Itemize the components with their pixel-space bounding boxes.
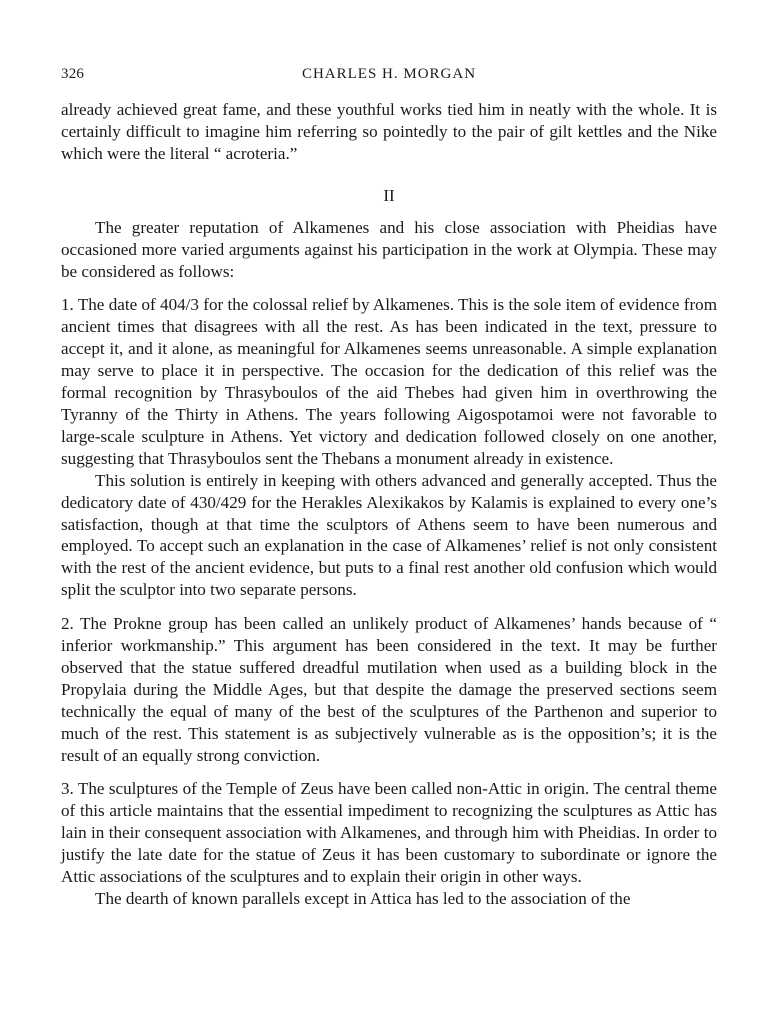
running-title: CHARLES H. MORGAN [301,66,477,82]
running-head [61,62,717,88]
item-1-paragraph: 1. The date of 404/3 for the colossal relief by Alkamenes. This is the sole item of evidence from ancient times that disagrees with all the rest. As has been indicated in the text, pressure to accept it, and it alone, as meaningful for Alkamenes seems unreasonable. A simple explanation may serve to place it in perspective. The occasion for the dedication of this relief was the formal recognition by Thrasyboulos of the aid Thebes had given him in overthrowing the Tyranny of the Thirty in Athens. The years following Aigospotamoi were not favorable to large-scale sculpture in Athens. Yet victory and dedication followed closely on one another, suggesting that Thrasyboulos sent the Thebans a monument already in existence. [61,295,717,468]
page-number: 326 [61,66,85,82]
item-2-paragraph: 2. The Prokne group has been called an unlikely product of Alkamenes’ hands because of “ inferior workmanship.” This argument has been considered in the text. It may be further observed that the statue suffered dreadful mutilation when used as a building block in the Propylaia during the Middle Ages, but that despite the damage the preserved sections seem technically the equal of many of the best of the sculptures of the Parthenon and superior to much of the rest. This statement is as subjectively vulnerable as is the opposition’s; it is the result of an equally strong conviction. [61,614,717,765]
item-3-continuation-paragraph: The dearth of known parallels except in Attica has led to the association of the [95,889,631,908]
page [61,62,717,910]
item-3-paragraph: 3. The sculptures of the Temple of Zeus have been called non-Attic in origin. The central theme of this article maintains that the essential impediment to recognizing the sculptures as Attic has lain in their consequent association with Alkamenes, and through him with Pheidias. In order to justify the late date for the statue of Zeus it has been customary to subordinate or ignore the Attic associations of the sculptures and to explain their origin in other ways. [61,779,717,887]
item-1-continuation-paragraph: This solution is entirely in keeping with others advanced and generally accepted. Thus the dedicatory date of 430/429 for the Herakles Alexikakos by Kalamis is explained to every one’s satisfaction, though at that time the sculptors of Athens seem to have been numerous and employed. To accept such an explanation in the case of Alkamenes’ relief is not only consistent with the rest of the ancient evidence, but puts to a final rest another old confusion which would split the sculptor into two separate persons. [61,470,717,600]
section-intro-paragraph: The greater reputation of Alkamenes and his close association with Pheidias have occasioned more varied arguments against his participation in the work at Olympia. These may be considered as follows: [61,217,717,281]
opening-paragraph: already achieved great fame, and these youthful works tied him in neatly with the whole. It is certainly difficult to imagine him referring so pointedly to the pair of gilt kettles and the Nike which were the literal “ acroteria.” [61,100,717,163]
section-heading: II [383,185,395,205]
